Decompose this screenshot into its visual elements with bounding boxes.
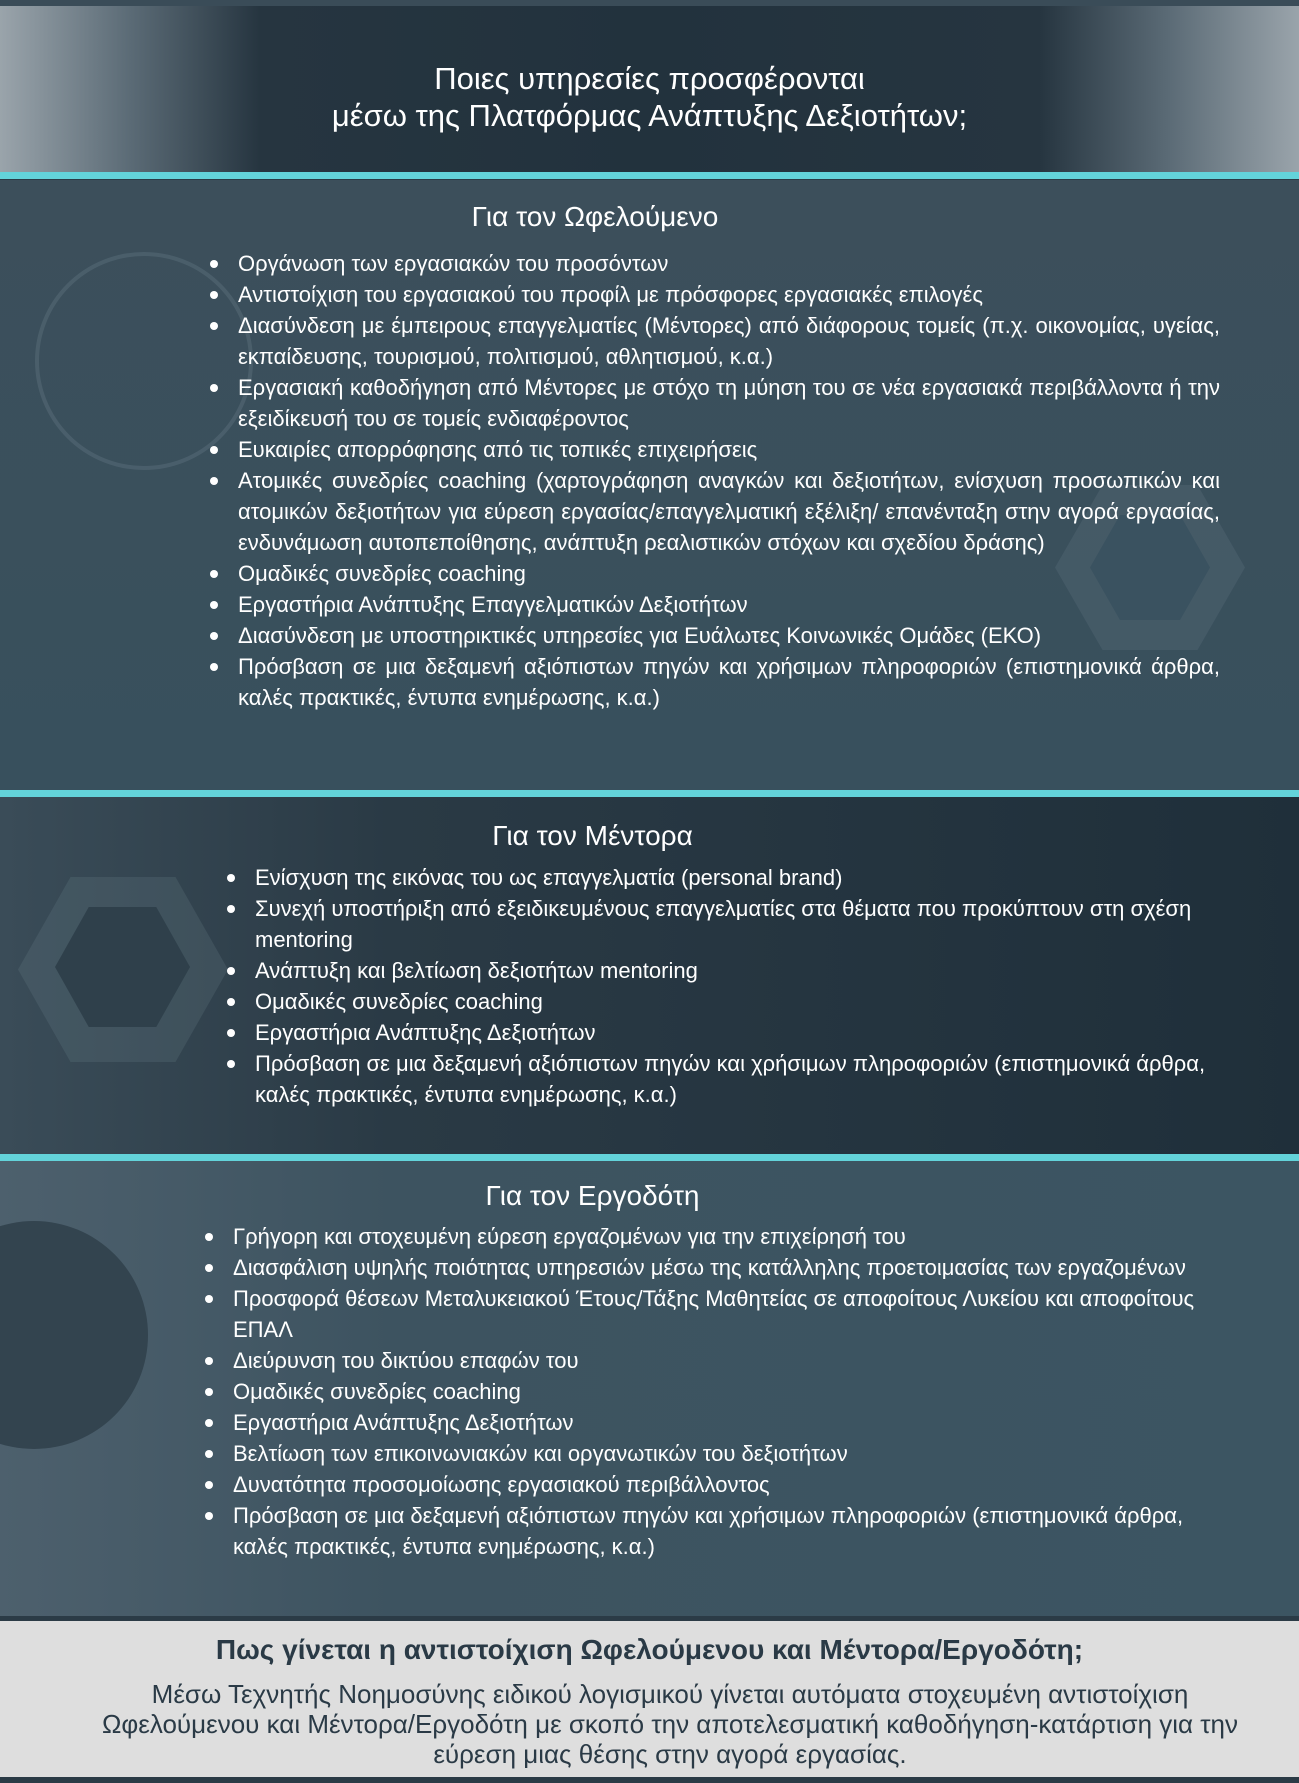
list-item: Διεύρυνση του δικτύου επαφών του — [205, 1345, 1205, 1376]
list-item: Εργαστήρια Ανάπτυξης Δεξιοτήτων — [227, 1017, 1227, 1048]
list-item: Ομαδικές συνεδρίες coaching — [210, 558, 1220, 589]
page-title-line-1: Ποιες υπηρεσίες προσφέρονται — [434, 61, 865, 96]
list-item: Συνεχή υποστήριξη από εξειδικευμένους επαγγελματίες στα θέματα που προκύπτουν στη σχέση mentoring — [227, 893, 1227, 955]
mentor-list — [227, 862, 1227, 1110]
employer-list — [205, 1221, 1205, 1562]
divider-bar — [0, 1154, 1299, 1161]
list-item: Πρόσβαση σε μια δεξαμενή αξιόπιστων πηγών και χρήσιμων πληροφοριών (επιστημονικά άρθρα, καλές πρακτικές, έντυπα ενημέρωσης, κ.α.) — [210, 651, 1220, 713]
list-item: Διασφάλιση υψηλής ποιότητας υπηρεσιών μέσω της κατάλληλης προετοιμασίας των εργαζομένων — [205, 1252, 1205, 1283]
matching-title: Πως γίνεται η αντιστοίχιση Ωφελούμενου και Μέντορα/Εργοδότη; — [215, 1634, 1084, 1665]
employer-section — [0, 1161, 1299, 1616]
beneficiary-title: Για τον Ωφελούμενο — [471, 201, 719, 232]
mentor-title: Για τον Μέντορα — [492, 820, 693, 851]
list-item: Βελτίωση των επικοινωνιακών και οργανωτικών του δεξιοτήτων — [205, 1438, 1205, 1469]
list-item: Οργάνωση των εργασιακών του προσόντων — [210, 248, 1220, 279]
list-item: Εργαστήρια Ανάπτυξης Δεξιοτήτων — [205, 1407, 1205, 1438]
list-item: Ανάπτυξη και βελτίωση δεξιοτήτων mentoring — [227, 955, 1227, 986]
list-item: Εργασιακή καθοδήγηση από Μέντορες με στόχο τη μύηση του σε νέα εργασιακά περιβάλλοντα ή την εξειδίκευσή του σε τομείς ενδιαφέροντος — [210, 372, 1220, 434]
beneficiary-section — [0, 180, 1299, 790]
list-item: Ομαδικές συνεδρίες coaching — [205, 1376, 1205, 1407]
list-item: Διασύνδεση με υποστηρικτικές υπηρεσίες για Ευάλωτες Κοινωνικές Ομάδες (ΕΚΟ) — [210, 620, 1220, 651]
page-header — [0, 0, 1299, 172]
list-item: Γρήγορη και στοχευμένη εύρεση εργαζομένων για την επιχείρησή του — [205, 1221, 1205, 1252]
page-title-line-2: μέσω της Πλατφόρμας Ανάπτυξης Δεξιοτήτων; — [331, 98, 968, 133]
beneficiary-list — [210, 248, 1220, 713]
list-item: Ατομικές συνεδρίες coaching (χαρτογράφηση αναγκών και δεξιοτήτων, ενίσχυση προσωπικών και ατομικών δεξιοτήτων για εύρεση εργασίας/επαγγελματική εξέλιξη/ επανένταξη στην αγορά εργασίας, ενδυνάμωση αυτοπεποίθησης, ανάπτυξη ρεαλιστικών στόχων και σχεδίου δράσης) — [210, 465, 1220, 558]
list-item: Πρόσβαση σε μια δεξαμενή αξιόπιστων πηγών και χρήσιμων πληροφοριών (επιστημονικά άρθρα, καλές πρακτικές, έντυπα ενημέρωσης, κ.α.) — [227, 1048, 1227, 1110]
list-item: Δυνατότητα προσομοίωσης εργασιακού περιβάλλοντος — [205, 1469, 1205, 1500]
list-item: Ενίσχυση της εικόνας του ως επαγγελματία (personal brand) — [227, 862, 1227, 893]
list-item: Εργαστήρια Ανάπτυξης Επαγγελματικών Δεξιοτήτων — [210, 589, 1220, 620]
list-item: Ομαδικές συνεδρίες coaching — [227, 986, 1227, 1017]
matching-info-box — [0, 1621, 1299, 1777]
employer-title: Για τον Εργοδότη — [485, 1180, 700, 1211]
divider-bar — [0, 172, 1299, 179]
list-item: Πρόσβαση σε μια δεξαμενή αξιόπιστων πηγών και χρήσιμων πληροφοριών (επιστημονικά άρθρα, καλές πρακτικές, έντυπα ενημέρωσης, κ.α.) — [205, 1500, 1205, 1562]
list-item: Διασύνδεση με έμπειρους επαγγελματίες (Μέντορες) από διάφορους τομείς (π.χ. οικονομίας, υγείας, εκπαίδευσης, τουρισμού, πολιτισμού, αθλητισμού, κ.α.) — [210, 310, 1220, 372]
divider-bar — [0, 790, 1299, 797]
list-item: Ευκαιρίες απορρόφησης από τις τοπικές επιχειρήσεις — [210, 434, 1220, 465]
page-title — [0, 60, 1299, 134]
mentor-section — [0, 797, 1299, 1154]
bottom-border — [0, 1777, 1299, 1783]
matching-description: Μέσω Τεχνητής Νοημοσύνης ειδικού λογισμικού γίνεται αυτόματα στοχευμένη αντιστοίχιση Ωφελούμενου και Μέντορα/Εργοδότη με σκοπό την αποτελεσματική καθοδήγηση-κατάρτιση για την εύρεση μιας θέσης στην αγορά εργασίας. — [101, 1679, 1239, 1769]
list-item: Αντιστοίχιση του εργασιακού του προφίλ με πρόσφορες εργασιακές επιλογές — [210, 279, 1220, 310]
decorative-circle — [0, 1221, 148, 1449]
list-item: Προσφορά θέσεων Μεταλυκειακού Έτους/Τάξης Μαθητείας σε αποφοίτους Λυκείου και αποφοίτους ΕΠΑΛ — [205, 1283, 1205, 1345]
